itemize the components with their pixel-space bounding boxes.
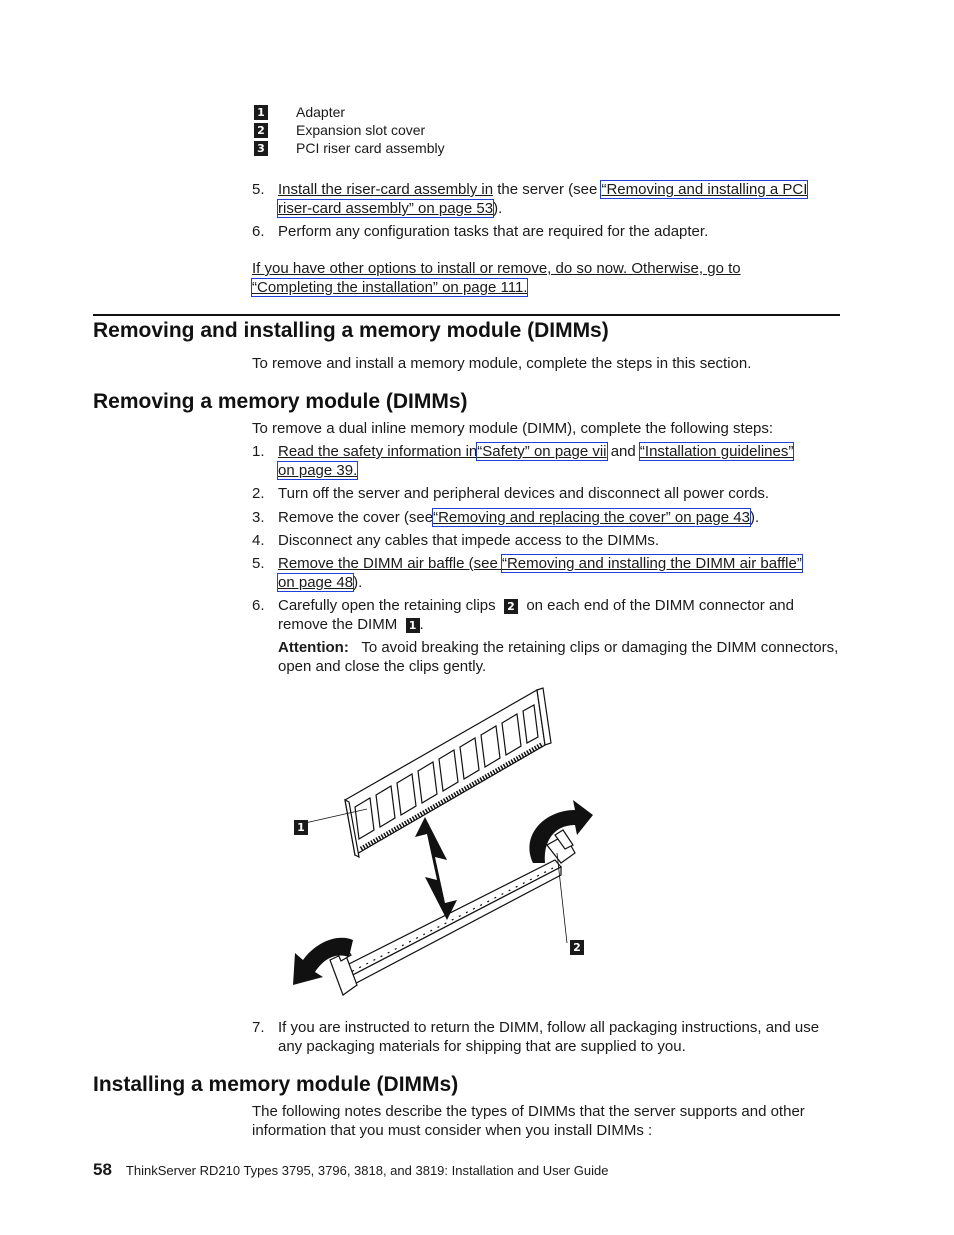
link-removing-replacing-cover[interactable]: “Removing and replacing the cover” on page 43 (433, 509, 750, 526)
step-remove-air-baffle (278, 554, 840, 592)
section-intro: The following notes describe the types of DIMMs that the server supports and other information that you must consider when you install DIMMs : (252, 1103, 805, 1139)
step-text: Perform any configuration tasks that are required for the adapter. (278, 223, 709, 240)
up-down-arrow-icon (415, 817, 457, 920)
link-installation-guidelines-page[interactable]: on page 39. (278, 462, 358, 479)
step-number: 7. (252, 1019, 265, 1036)
dimm-module-illustration (345, 688, 551, 857)
step-number: 5. (252, 555, 265, 572)
step-number: 6. (252, 223, 265, 240)
step-text: Disconnect any cables that impede access to the DIMMs. (278, 532, 660, 549)
step-text: Carefully open the retaining clips (278, 597, 496, 614)
step-number: 4. (252, 532, 265, 549)
step-text: . (419, 616, 424, 633)
attention-label: Attention: (278, 639, 349, 656)
callout-badge: 1 (254, 105, 268, 120)
callout-badge: 2 (504, 599, 518, 614)
step-text: ). (353, 574, 363, 591)
step-text: ). (493, 200, 503, 217)
paragraph-text: If you have other options to install or remove, do so now. Otherwise, go to (252, 260, 741, 277)
step-number: 6. (252, 597, 265, 614)
step-text: Install the riser-card assembly in (278, 181, 494, 198)
legend-label: Adapter (296, 104, 346, 120)
step-text: on each end of the DIMM connector and (526, 597, 794, 614)
step-text: Read the safety information in (278, 443, 478, 460)
callout-badge: 1 (406, 618, 420, 633)
step-install-riser (278, 180, 840, 218)
step-text: Remove the cover (see (278, 509, 434, 526)
section-heading: Removing a memory module (DIMMs) (93, 390, 468, 413)
attention-text: To avoid breaking the retaining clips or damaging the DIMM connectors, open and close the clips gently. (278, 639, 839, 675)
figure-callout: 1 (294, 820, 308, 835)
link-dimm-air-baffle-page[interactable]: on page 48 (278, 574, 354, 591)
section-intro: To remove and install a memory module, complete the steps in this section. (252, 355, 752, 372)
step-text: Turn off the server and peripheral devices and disconnect all power cords. (278, 485, 770, 502)
footer-text: ThinkServer RD210 Types 3795, 3796, 3818, and 3819: Installation and User Guide (125, 1163, 609, 1178)
step-text: remove the DIMM (278, 616, 398, 633)
step-number: 3. (252, 509, 265, 526)
step-text: ). (749, 509, 760, 526)
step-remove-cover (278, 508, 840, 527)
figure-callout: 2 (570, 940, 584, 955)
step-number: 1. (252, 443, 265, 460)
section-rule (93, 314, 840, 316)
section-intro: To remove a dual inline memory module (DIMM), complete the following steps: (252, 420, 774, 437)
link-installation-guidelines[interactable]: “Installation guidelines” (639, 443, 794, 460)
step-open-clips (278, 596, 840, 634)
page-number: 58 (93, 1160, 112, 1179)
step-text: Remove the DIMM air baffle (see (278, 555, 502, 572)
section-heading: Removing and installing a memory module (DIMMs) (93, 319, 609, 342)
step-number: 2. (252, 485, 265, 502)
legend-label: PCI riser card assembly (296, 140, 445, 156)
dimm-removal-figure (275, 685, 605, 1010)
step-text: and (606, 443, 640, 460)
callout-leader-line (557, 853, 567, 943)
legend-label: Expansion slot cover (296, 122, 426, 138)
section-heading: Installing a memory module (DIMMs) (93, 1073, 459, 1096)
link-completing-installation[interactable]: “Completing the installation” on page 111. (252, 279, 528, 296)
step-read-safety (278, 442, 840, 480)
step-text: If you are instructed to return the DIMM, follow all packaging instructions, and use any packaging materials for shipping that are supplied to you. (278, 1019, 820, 1055)
page-footer (93, 1160, 608, 1180)
step-number: 5. (252, 181, 265, 198)
link-safety[interactable]: “Safety” on page vii (477, 443, 607, 460)
callout-badge: 2 (254, 123, 268, 138)
callout-badge: 3 (254, 141, 268, 156)
link-removing-installing-pci-riser[interactable]: “Removing and installing a PCI (601, 181, 808, 198)
link-removing-installing-pci-riser-page[interactable]: riser-card assembly” on page 53 (278, 200, 494, 217)
attention-note (278, 638, 840, 676)
other-options-paragraph (252, 259, 842, 297)
link-dimm-air-baffle[interactable]: “Removing and installing the DIMM air baffle” (501, 555, 802, 572)
step-text: the server (see (493, 181, 602, 198)
